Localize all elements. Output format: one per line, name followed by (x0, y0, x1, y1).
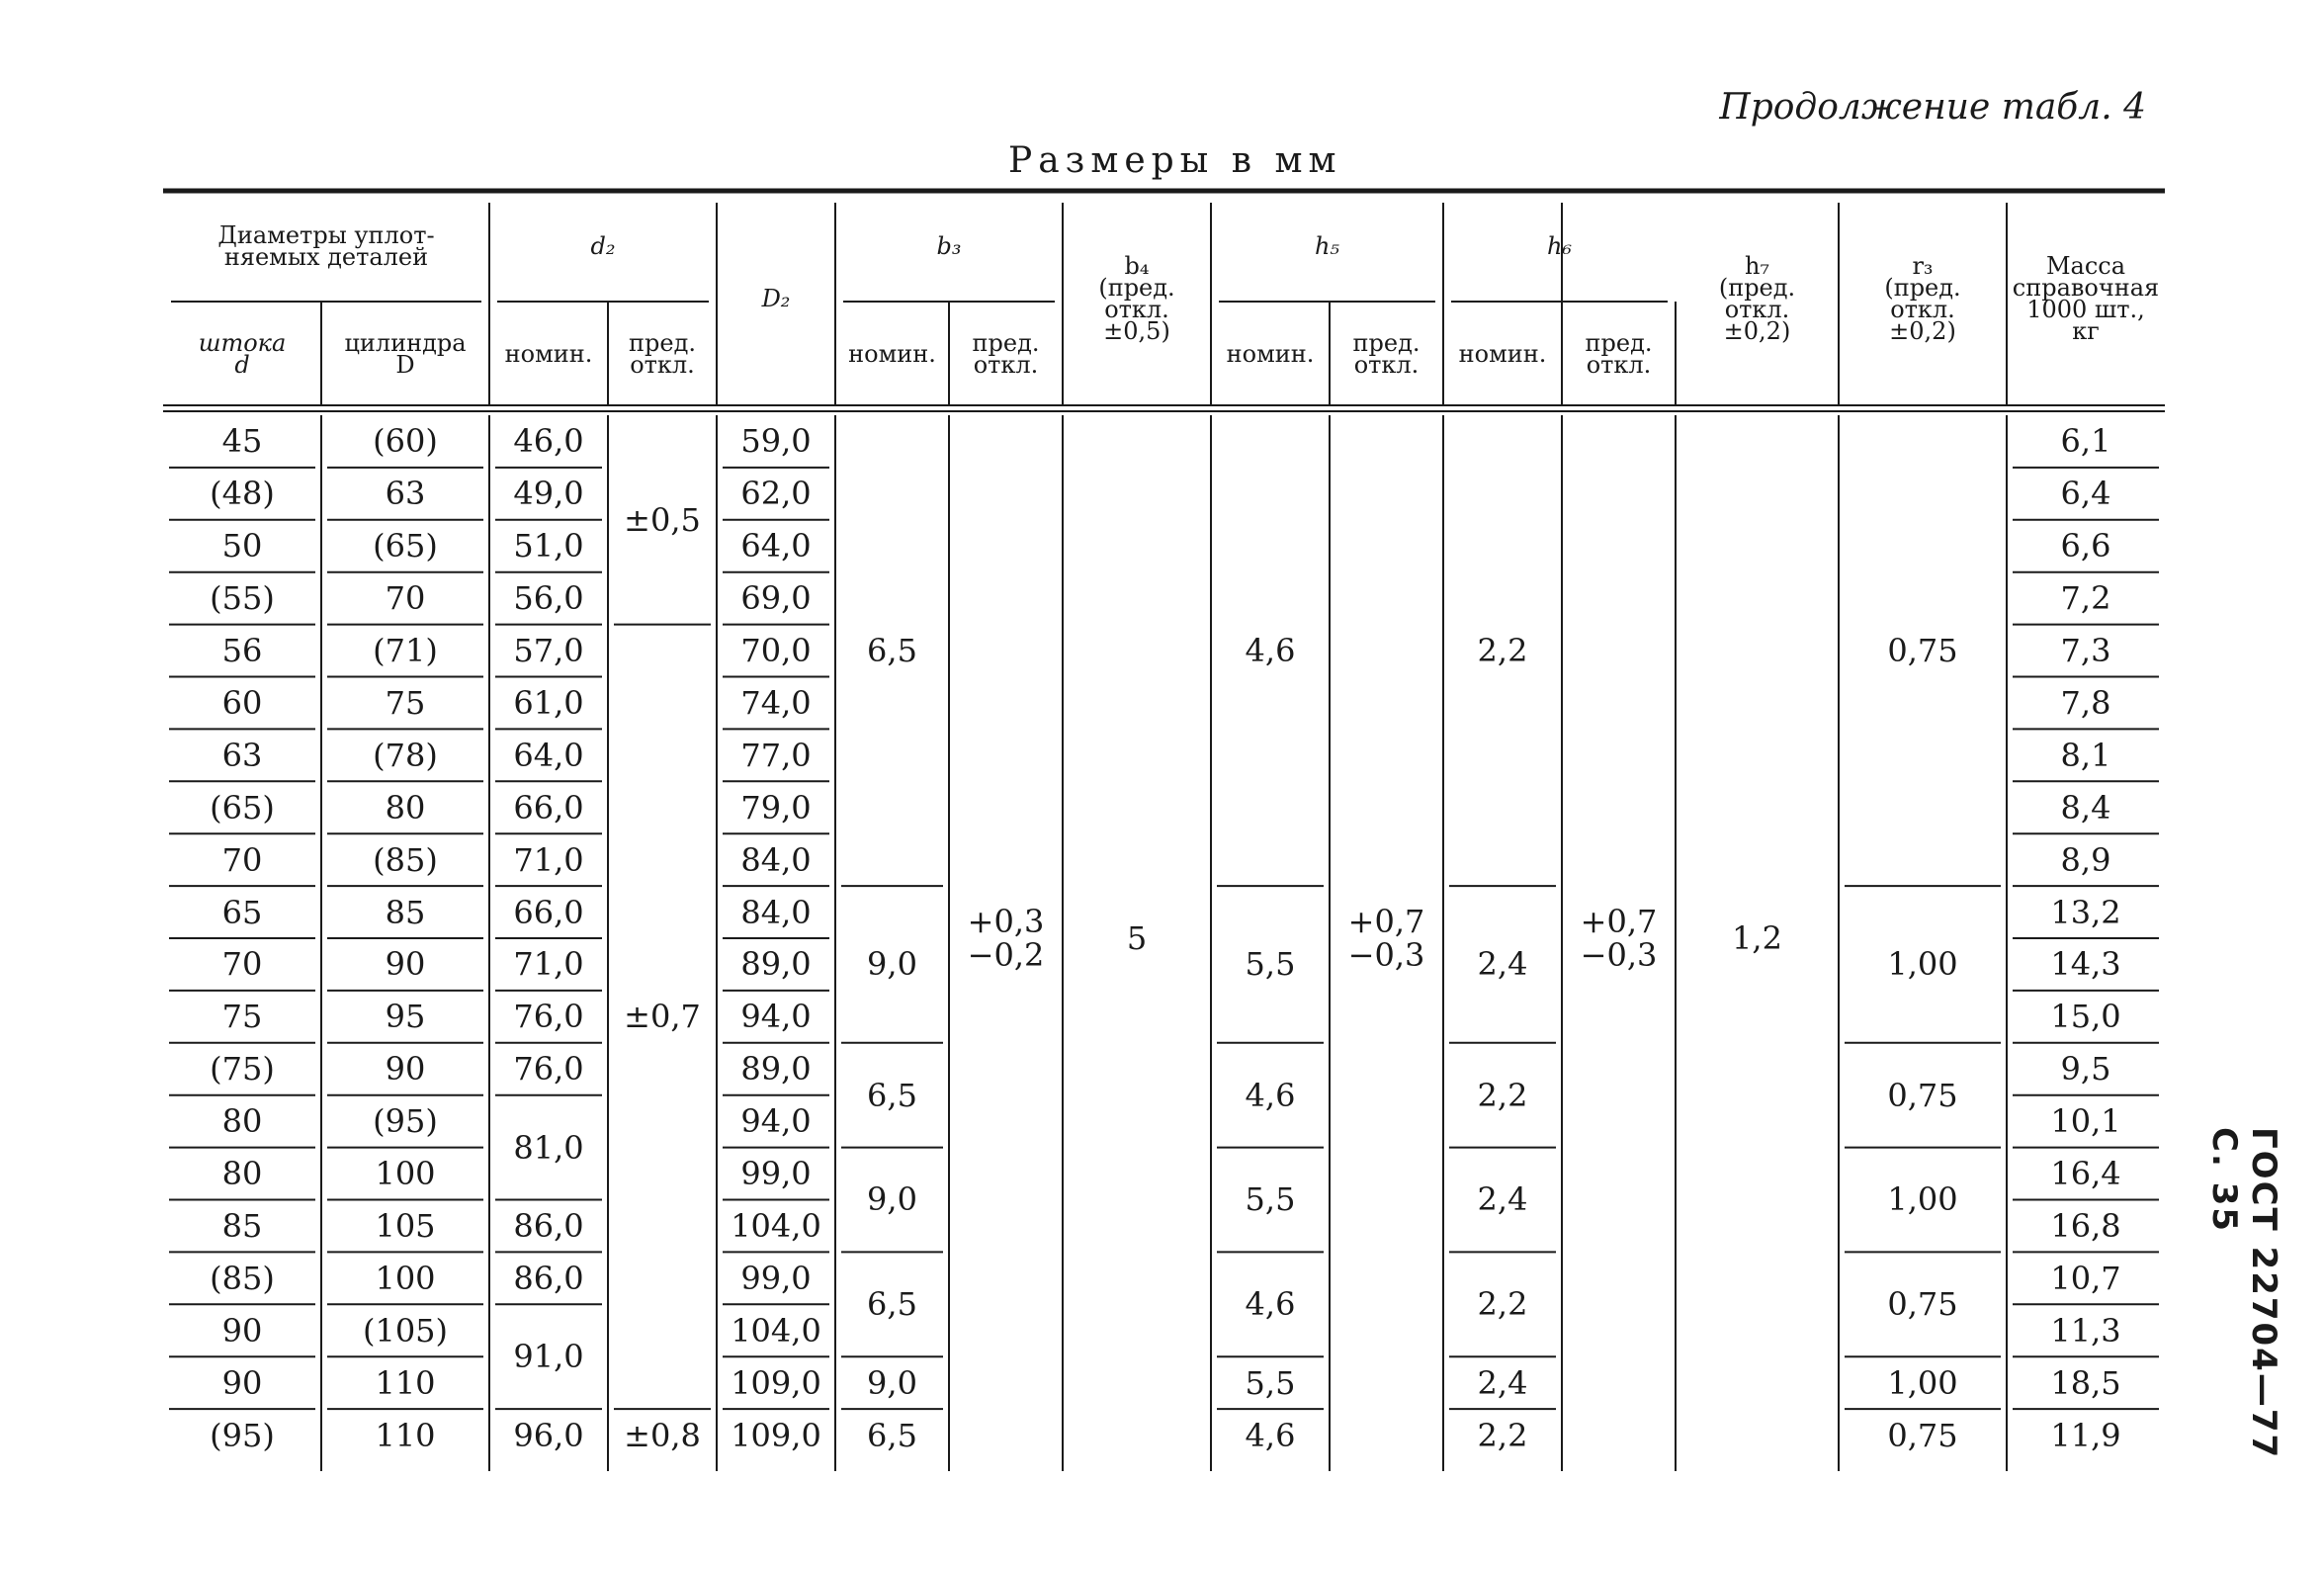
cell-mass: 6,6 (2060, 527, 2111, 566)
cell-h6-nom: 2,4 (1477, 1180, 1528, 1219)
header-diameters: Диаметры уплот- няемых деталей (217, 221, 435, 271)
cell-rod-d: 56 (221, 632, 263, 670)
header-h5: h₅ (1314, 232, 1340, 260)
cell-b3-nom: 6,5 (867, 632, 917, 670)
cell-h5-tol: +0,7 −0,3 (1347, 903, 1425, 974)
header-b3-nom: номин. (848, 339, 936, 368)
cell-h5-nom: 4,6 (1245, 1076, 1296, 1114)
cell-D2: 104,0 (731, 1206, 821, 1245)
cell-d2-tol: ±0,5 (624, 500, 701, 539)
cell-h6-nom: 2,2 (1477, 1285, 1528, 1324)
cell-D2: 89,0 (740, 945, 812, 984)
cell-h7: 1,2 (1732, 919, 1782, 957)
cell-cylinder-D: (95) (373, 1102, 438, 1141)
cell-mass: 7,2 (2060, 579, 2111, 618)
cell-rod-d: (85) (210, 1259, 275, 1297)
cell-D2: 79,0 (740, 788, 812, 827)
cell-rod-d: 75 (221, 998, 263, 1036)
cell-mass: 14,3 (2050, 945, 2121, 984)
cell-h5-nom: 5,5 (1245, 1363, 1296, 1402)
cell-rod-d: 80 (221, 1102, 263, 1141)
cell-D2: 69,0 (740, 579, 812, 618)
header-mass: Масса справочная 1000 шт., кг (2012, 251, 2160, 345)
header-h5-tol: пред. откл. (1352, 328, 1420, 379)
cell-D2: 84,0 (740, 893, 812, 931)
cell-cylinder-D: 100 (375, 1259, 436, 1297)
cell-b3-nom: 9,0 (867, 1363, 917, 1402)
cell-mass: 8,4 (2060, 788, 2111, 827)
units-note: Размеры в мм (1008, 140, 1342, 181)
cell-rod-d: 85 (221, 1206, 263, 1245)
cell-h6-tol: +0,7 −0,3 (1580, 903, 1658, 974)
cell-cylinder-D: 75 (385, 683, 426, 722)
cell-mass: 6,1 (2060, 422, 2111, 461)
cell-r3: 0,75 (1887, 632, 1958, 670)
cell-mass: 7,8 (2060, 683, 2111, 722)
header-b3-tol: пред. откл. (972, 328, 1040, 379)
header-b4: b₄ (пред. откл. ±0,5) (1098, 251, 1175, 345)
header-b3: b₃ (936, 232, 962, 260)
cell-rod-d: 63 (221, 736, 263, 774)
header-d2: d₂ (590, 232, 616, 260)
cell-D2: 109,0 (731, 1363, 821, 1402)
cell-b3-nom: 9,0 (867, 1180, 917, 1219)
cell-mass: 9,5 (2060, 1050, 2111, 1089)
cell-d2-nom: 91,0 (513, 1338, 584, 1376)
cell-d2-nom: 57,0 (513, 632, 584, 670)
standard-page-mark: ГОСТ 22704—77 С. 35 (2204, 1127, 2283, 1460)
cell-d2-nom: 66,0 (513, 893, 584, 931)
cell-mass: 6,4 (2060, 475, 2111, 513)
cell-cylinder-D: 100 (375, 1155, 436, 1193)
cell-b3-nom: 6,5 (867, 1416, 917, 1454)
cell-r3: 0,75 (1887, 1285, 1958, 1324)
cell-cylinder-D: 95 (385, 998, 426, 1036)
cell-cylinder-D: 110 (375, 1363, 436, 1402)
cell-mass: 18,5 (2050, 1363, 2121, 1402)
cell-cylinder-D: 90 (385, 945, 426, 984)
cell-h5-nom: 4,6 (1245, 632, 1296, 670)
cell-h6-nom: 2,2 (1477, 1076, 1528, 1114)
cell-d2-nom: 71,0 (513, 945, 584, 984)
cell-mass: 16,4 (2050, 1155, 2121, 1193)
cell-h5-nom: 5,5 (1245, 945, 1296, 984)
cell-h5-nom: 4,6 (1245, 1285, 1296, 1324)
cell-D2: 94,0 (740, 998, 812, 1036)
cell-D2: 94,0 (740, 1102, 812, 1141)
cell-D2: 99,0 (740, 1259, 812, 1297)
cell-d2-nom: 46,0 (513, 422, 584, 461)
cell-h6-nom: 2,2 (1477, 632, 1528, 670)
cell-b3-nom: 6,5 (867, 1285, 917, 1324)
cell-mass: 8,1 (2060, 736, 2111, 774)
cell-d2-nom: 66,0 (513, 788, 584, 827)
cell-mass: 10,1 (2050, 1102, 2121, 1141)
cell-D2: 70,0 (740, 632, 812, 670)
cell-d2-nom: 71,0 (513, 840, 584, 879)
cell-cylinder-D: (85) (373, 840, 438, 879)
table-continuation-caption: Продолжение табл. 4 (1719, 87, 2146, 128)
cell-D2: 77,0 (740, 736, 812, 774)
cell-r3: 1,00 (1887, 1363, 1958, 1402)
cell-rod-d: 50 (221, 527, 263, 566)
cell-d2-nom: 76,0 (513, 998, 584, 1036)
cell-cylinder-D: 85 (385, 893, 426, 931)
header-h7: h₇ (пред. откл. ±0,2) (1718, 251, 1796, 345)
header-d2-tol: пред. откл. (629, 328, 696, 379)
cell-cylinder-D: 105 (375, 1206, 436, 1245)
cell-rod-d: (55) (210, 579, 275, 618)
cell-D2: 74,0 (740, 683, 812, 722)
cell-b4: 5 (1126, 919, 1148, 957)
cell-rod-d: 45 (221, 422, 263, 461)
header-rod: штока d (198, 328, 287, 379)
cell-rod-d: 80 (221, 1155, 263, 1193)
header-h6: h₆ (1546, 232, 1573, 260)
cell-h5-nom: 5,5 (1245, 1180, 1296, 1219)
cell-mass: 7,3 (2060, 632, 2111, 670)
cell-d2-nom: 96,0 (513, 1416, 584, 1454)
cell-h6-nom: 2,4 (1477, 945, 1528, 984)
cell-d2-nom: 56,0 (513, 579, 584, 618)
cell-D2: 64,0 (740, 527, 812, 566)
cell-rod-d: 70 (221, 840, 263, 879)
cell-d2-tol: ±0,8 (624, 1416, 701, 1454)
header-r3: r₃ (пред. откл. ±0,2) (1884, 251, 1961, 345)
cell-rod-d: 90 (221, 1363, 263, 1402)
cell-D2: 109,0 (731, 1416, 821, 1454)
cell-r3: 0,75 (1887, 1416, 1958, 1454)
cell-b3-tol: +0,3 −0,2 (967, 903, 1045, 974)
cell-rod-d: 70 (221, 945, 263, 984)
cell-mass: 15,0 (2050, 998, 2121, 1036)
header-d2-nom: номин. (504, 339, 593, 368)
cell-cylinder-D: (78) (373, 736, 438, 774)
cell-d2-nom: 86,0 (513, 1206, 584, 1245)
cell-cylinder-D: 80 (385, 788, 426, 827)
cell-mass: 11,3 (2050, 1311, 2121, 1350)
cell-d2-nom: 86,0 (513, 1259, 584, 1297)
cell-h5-nom: 4,6 (1245, 1416, 1296, 1454)
cell-h6-nom: 2,2 (1477, 1416, 1528, 1454)
cell-D2: 99,0 (740, 1155, 812, 1193)
cell-r3: 1,00 (1887, 1180, 1958, 1219)
cell-cylinder-D: 70 (385, 579, 426, 618)
cell-cylinder-D: 110 (375, 1416, 436, 1454)
cell-r3: 1,00 (1887, 945, 1958, 984)
cell-d2-nom: 51,0 (513, 527, 584, 566)
cell-D2: 104,0 (731, 1311, 821, 1350)
cell-cylinder-D: 90 (385, 1050, 426, 1089)
cell-rod-d: (95) (210, 1416, 275, 1454)
cell-r3: 0,75 (1887, 1076, 1958, 1114)
cell-mass: 13,2 (2050, 893, 2121, 931)
cell-cylinder-D: (65) (373, 527, 438, 566)
cell-d2-nom: 61,0 (513, 683, 584, 722)
cell-mass: 8,9 (2060, 840, 2111, 879)
cell-cylinder-D: (60) (373, 422, 438, 461)
cell-mass: 16,8 (2050, 1206, 2121, 1245)
cell-rod-d: (48) (210, 475, 275, 513)
cell-mass: 11,9 (2050, 1416, 2121, 1454)
header-D2: D₂ (761, 284, 791, 312)
cell-D2: 89,0 (740, 1050, 812, 1089)
cell-d2-nom: 64,0 (513, 736, 584, 774)
header-h5-nom: номин. (1226, 339, 1315, 368)
cell-rod-d: 90 (221, 1311, 263, 1350)
cell-cylinder-D: (105) (362, 1311, 449, 1350)
header-h6-nom: номин. (1458, 339, 1547, 368)
cell-b3-nom: 9,0 (867, 945, 917, 984)
cell-b3-nom: 6,5 (867, 1076, 917, 1114)
cell-D2: 84,0 (740, 840, 812, 879)
header-h6-tol: пред. откл. (1585, 328, 1653, 379)
cell-mass: 10,7 (2050, 1259, 2121, 1297)
cell-rod-d: (75) (210, 1050, 275, 1089)
cell-d2-nom: 76,0 (513, 1050, 584, 1089)
cell-rod-d: 65 (221, 893, 263, 931)
cell-D2: 59,0 (740, 422, 812, 461)
cell-d2-tol: ±0,7 (624, 998, 701, 1036)
cell-d2-nom: 49,0 (513, 475, 584, 513)
cell-rod-d: 60 (221, 683, 263, 722)
cell-h6-nom: 2,4 (1477, 1363, 1528, 1402)
cell-D2: 62,0 (740, 475, 812, 513)
cell-d2-nom: 81,0 (513, 1128, 584, 1167)
cell-rod-d: (65) (210, 788, 275, 827)
cell-cylinder-D: (71) (373, 632, 438, 670)
cell-cylinder-D: 63 (385, 475, 426, 513)
header-cylinder: цилиндра D (344, 328, 467, 379)
